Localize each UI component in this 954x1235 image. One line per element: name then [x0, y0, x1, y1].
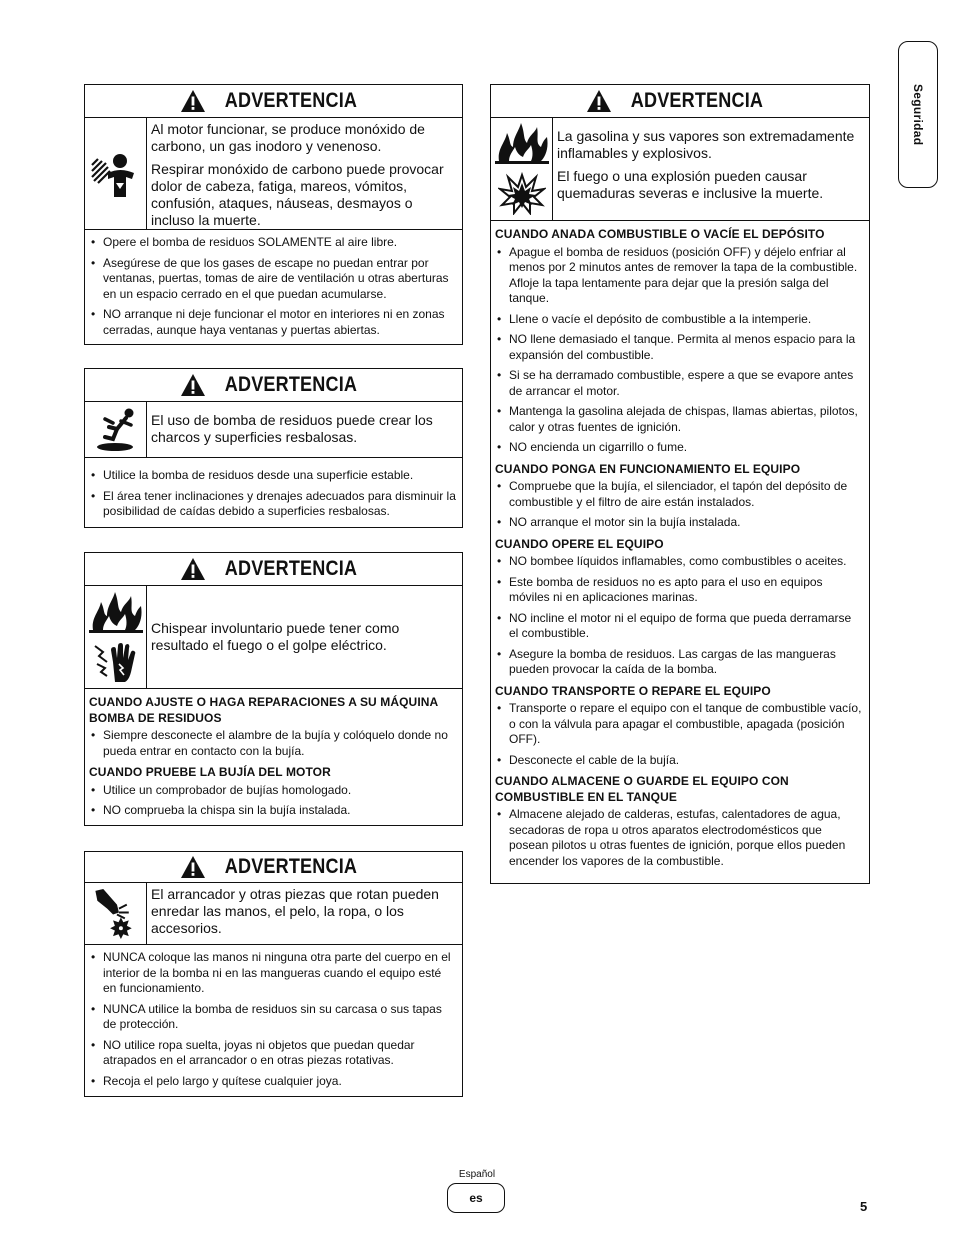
- warning-box-rotating-parts: [84, 851, 463, 1097]
- entanglement-icon: [93, 887, 139, 940]
- warning-header: [85, 553, 462, 586]
- list-item: • El área tener inclinaciones y drenajes adecuados para disminuir la posibilidad de caídas debido a superficies resbalosas.: [89, 489, 456, 520]
- slip-hazard-icon: [93, 407, 139, 453]
- safety-instructions: [85, 230, 462, 342]
- fire-icon: [89, 590, 143, 634]
- section-heading: CUANDO TRANSPORTE O REPARE EL EQUIPO: [495, 683, 771, 698]
- warning-header: [85, 852, 462, 883]
- hazard-icon-column: [85, 402, 147, 457]
- warning-box-slippery: [84, 368, 463, 528]
- warning-box-carbon-monoxide: [84, 84, 463, 345]
- list-item: • Transporte o repare el equipo con el tanque de combustible vacío, o con la válvula para apagar el combustible, apagada (posición OFF).: [495, 701, 863, 748]
- safety-instructions: [491, 221, 869, 873]
- hazard-message-text: [147, 586, 462, 688]
- warning-title: ADVERTENCIA: [224, 855, 357, 878]
- warning-triangle-icon: [180, 373, 206, 397]
- language-label: Español: [458, 1169, 496, 1180]
- message-paragraph: El fuego o una explosión pueden causar quemaduras severas e inclusive la muerte.: [557, 168, 824, 201]
- hazard-icon-column: [85, 586, 147, 688]
- list-item: • NUNCA utilice la bomba de residuos sin su carcasa o sus tapas de protección.: [89, 1002, 456, 1033]
- list-item: • Si se ha derramado combustible, espere a que se evapore antes de arrancar el motor.: [495, 368, 863, 399]
- message-paragraph: La gasolina y sus vapores son extremadamente inflamables y explosivos.: [557, 128, 855, 161]
- list-item: • Opere el bomba de residuos SOLAMENTE al aire libre.: [89, 235, 456, 251]
- section-heading: CUANDO AJUSTE O HAGA REPARACIONES A SU MÁQUINA BOMBA DE RESIDUOS: [89, 695, 438, 725]
- section-heading: CUANDO PONGA EN FUNCIONAMIENTO EL EQUIPO: [495, 461, 801, 476]
- list-item: • NO encienda un cigarrillo o fume.: [495, 440, 863, 456]
- list-item: • Llene o vacíe el depósito de combustible a la intemperie.: [495, 312, 863, 328]
- hazard-message: [85, 586, 462, 689]
- list-item: • Apague el bomba de residuos (posición OFF) y déjelo enfriar al menos por 2 minutos antes de remover la tapa de la combustible. Afloje la tapa lentamente para dejar que la presión salga del tanque.: [495, 245, 863, 307]
- list-item: • NUNCA coloque las manos ni ninguna otra parte del cuerpo en el interior de la bomba ni en las mangueras cuando el equipo esté en funcionamiento.: [89, 950, 456, 997]
- warning-box-spark: [84, 552, 463, 826]
- hazard-icon-column: [85, 118, 147, 229]
- language-code: es: [469, 1191, 483, 1205]
- warning-triangle-icon: [180, 89, 206, 113]
- message-paragraph: Respirar monóxido de carbono puede provocar dolor de cabeza, fatiga, mareos, vómitos, confusión, ataques, náuseas, desmayos o incluso la muerte.: [151, 161, 444, 228]
- list-item: • Recoja el pelo largo y quítese cualquier joya.: [89, 1074, 456, 1090]
- hazard-message: [85, 118, 462, 230]
- fire-icon: [495, 123, 549, 165]
- warning-title: ADVERTENCIA: [224, 557, 357, 580]
- message-paragraph: Chispear involuntario puede tener como resultado el fuego o el golpe eléctrico.: [151, 619, 400, 653]
- safety-instructions: [85, 945, 462, 1093]
- warning-triangle-icon: [180, 855, 206, 879]
- message-paragraph: El arrancador y otras piezas que rotan pueden enredar las manos, el pelo, la ropa, o los accesorios.: [151, 886, 439, 936]
- hazard-message: [85, 883, 462, 945]
- explosion-icon: [498, 171, 546, 215]
- section-heading: CUANDO ALMACENE O GUARDE EL EQUIPO CON COMBUSTIBLE EN EL TANQUE: [495, 774, 789, 804]
- list-item: • Utilice un comprobador de bujías homologado.: [89, 783, 456, 799]
- safety-instructions: [85, 689, 462, 823]
- message-paragraph: Al motor funcionar, se produce monóxido de carbono, un gas inodoro y venenoso.: [151, 121, 425, 154]
- list-item: • Almacene alejado de calderas, estufas, calentadores de agua, secadoras de ropa u otros aparatos electrodomésticos que posean pilotos u otras fuentes de ignición, porque ellos pueden encender los vapores de la combustible.: [495, 807, 863, 869]
- hazard-icon-column: [491, 118, 553, 220]
- list-item: • Utilice la bomba de residuos desde una superficie estable.: [89, 468, 456, 484]
- hazard-message: [85, 402, 462, 458]
- list-item: • NO comprueba la chispa sin la bujía instalada.: [89, 803, 456, 819]
- section-tab-label: Seguridad: [911, 83, 925, 146]
- language-code-badge: [447, 1183, 505, 1213]
- warning-title: ADVERTENCIA: [630, 89, 764, 112]
- warning-header: [85, 85, 462, 118]
- warning-header: [85, 369, 462, 402]
- section-tab: [898, 41, 938, 188]
- hazard-message-text: [147, 402, 462, 457]
- list-item: • NO incline el motor ni el equipo de forma que pueda derramarse el combustible.: [495, 611, 863, 642]
- page-number: 5: [860, 1199, 868, 1214]
- warning-triangle-icon: [586, 89, 612, 113]
- list-item: • NO arranque el motor sin la bujía instalada.: [495, 515, 863, 531]
- list-item: • NO utilice ropa suelta, joyas ni objetos que puedan quedar atrapados en el arrancador o en otras piezas rotativas.: [89, 1038, 456, 1069]
- hazard-message-text: [147, 118, 462, 229]
- hazard-message: [491, 118, 869, 221]
- list-item: • Compruebe que la bujía, el silenciador, el tapón del depósito de combustible y el filtro de aire están instalados.: [495, 479, 863, 510]
- section-heading: CUANDO ANADA COMBUSTIBLE O VACÍE EL DEPÓSITO: [495, 227, 825, 241]
- list-item: • Mantenga la gasolina alejada de chispas, llamas abiertas, pilotos, calor y otras fuentes de ignición.: [495, 404, 863, 435]
- warning-title: ADVERTENCIA: [224, 373, 357, 396]
- section-heading: CUANDO OPERE EL EQUIPO: [495, 536, 664, 551]
- safety-instructions: [85, 458, 462, 524]
- warning-header: [491, 85, 869, 118]
- hazard-icon-column: [85, 883, 147, 944]
- list-item: • Desconecte el cable de la bujía.: [495, 753, 863, 769]
- section-heading: CUANDO PRUEBE LA BUJÍA DEL MOTOR: [89, 765, 331, 779]
- list-item: • Siempre desconecte el alambre de la bujía y colóquelo donde no pueda entrar en contacto con la bujía.: [89, 728, 456, 759]
- list-item: • NO llene demasiado el tanque. Permita al menos espacio para la expansión del combustible.: [495, 332, 863, 363]
- warning-box-fuel: [490, 84, 870, 884]
- message-paragraph: El uso de bomba de residuos puede crear los charcos y superficies resbalosas.: [151, 412, 433, 445]
- hazard-message-text: [553, 118, 869, 220]
- list-item: • Este bomba de residuos no es apto para el uso en equipos móviles ni en aplicaciones marinas.: [495, 575, 863, 606]
- hazard-message-text: [147, 883, 462, 944]
- warning-triangle-icon: [180, 557, 206, 581]
- list-item: • NO bombee líquidos inflamables, como combustibles o aceites.: [495, 554, 863, 570]
- list-item: • Asegúrese de que los gases de escape no puedan entrar por ventanas, puertas, tomas de aire de ventilación u otras aberturas en un espacio cerrado en el que puedan acumularse.: [89, 256, 456, 303]
- list-item: • Asegure la bomba de residuos. Las cargas de las mangueras pueden provocar la caída de la bomba.: [495, 647, 863, 678]
- electric-shock-icon: [93, 640, 139, 684]
- warning-title: ADVERTENCIA: [224, 89, 357, 112]
- list-item: • NO arranque ni deje funcionar el motor en interiores ni en zonas cerradas, aunque haya ventanas y puertas abiertas.: [89, 307, 456, 338]
- toxic-fumes-icon: [90, 149, 142, 199]
